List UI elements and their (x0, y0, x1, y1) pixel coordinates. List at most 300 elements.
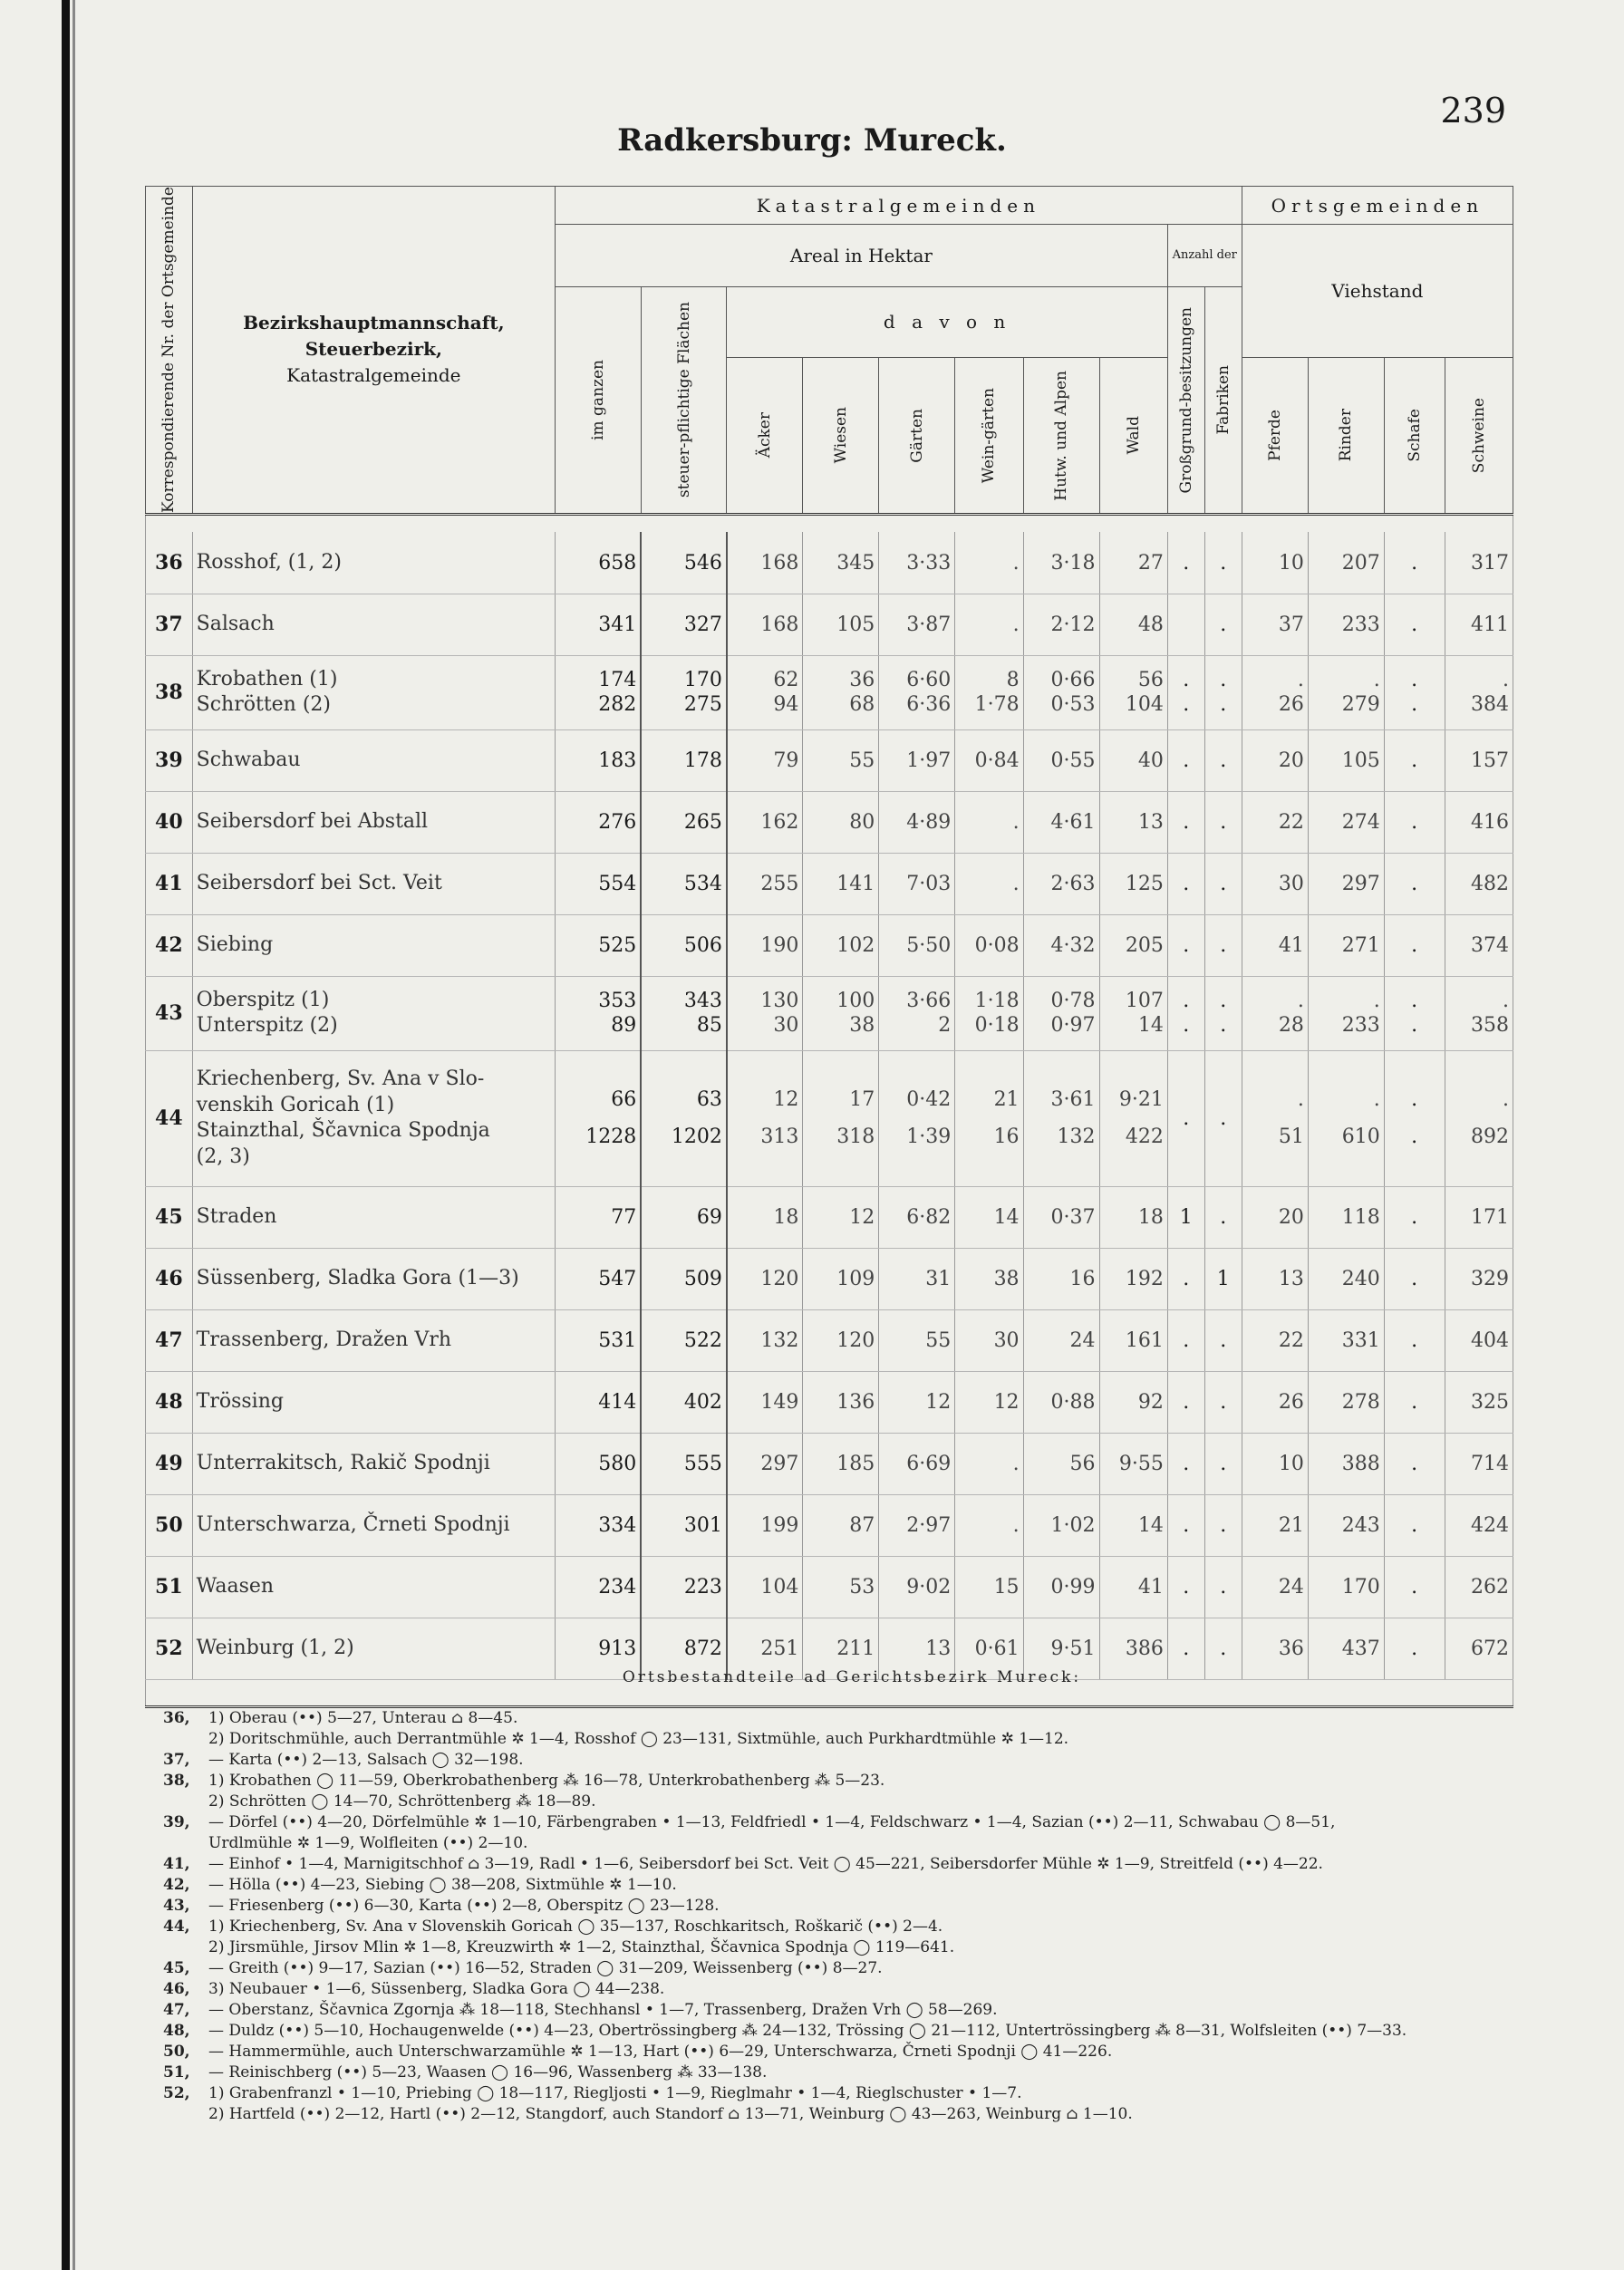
cell-total (556, 1248, 642, 1309)
name-line: Schwabau (196, 749, 301, 772)
cell-value: 279 (1341, 693, 1380, 717)
name-line: venskih Goricah (1) (196, 1093, 395, 1116)
cadastral-name (192, 791, 555, 853)
name-line: Unterrakitsch, Rakič Spodnji (196, 1452, 490, 1475)
cell-factories (1204, 594, 1242, 655)
footnote-text: — Oberstanz, Ščavnica Zgornja ⁂ 18—118, Stechhansl • 1—7, Trassenberg, Dražen Vrh ◯ 58—269. (208, 2001, 998, 2019)
cell-pastures (1023, 1248, 1099, 1309)
cell-value: 610 (1341, 1125, 1380, 1149)
header-name: Bezirkshauptmannschaft, Steuerbezirk, Katastralgemeinde (192, 187, 555, 515)
cell-gardens (879, 1248, 955, 1309)
name-line: Oberspitz (1) (196, 988, 330, 1011)
cell-value: 672 (1471, 1637, 1509, 1660)
cell-value: 325 (1471, 1390, 1509, 1414)
cell-value: 343 (683, 990, 722, 1013)
cell-value: 102 (836, 933, 875, 957)
table-row (146, 1050, 1513, 1186)
table-row (146, 655, 1513, 729)
cell-value: 24 (1278, 1575, 1304, 1599)
cell-cattle (1308, 594, 1384, 655)
cell-taxable (641, 1371, 727, 1433)
cell-taxable (641, 729, 727, 791)
cell-meadows (803, 1371, 879, 1433)
cell-value: 1·02 (1050, 1513, 1096, 1537)
cell-value: 22 (1278, 1328, 1304, 1352)
name-line: Salsach (196, 613, 275, 636)
cell-value: 374 (1471, 933, 1509, 957)
cell-horses (1242, 1050, 1308, 1186)
cell-vineyards (955, 532, 1023, 594)
header-livestock: Viehstand (1242, 225, 1513, 358)
cell-value: 265 (683, 810, 722, 834)
cell-pigs (1445, 853, 1513, 914)
cell-value: . (1220, 693, 1227, 717)
cell-value: 9·51 (1050, 1637, 1096, 1660)
cell-value: 2 (938, 1014, 952, 1038)
cell-value: 404 (1471, 1328, 1509, 1352)
cell-horses (1242, 914, 1308, 976)
cell-value: 6·36 (906, 693, 952, 717)
cell-value: 411 (1471, 613, 1509, 636)
cell-value: . (1411, 1014, 1418, 1038)
footnotes-title: Ortsbestandteile ad Gerichtsbezirk Mureck: (622, 1668, 1082, 1686)
row-number: 42 (146, 914, 193, 976)
cell-estates (1167, 914, 1204, 976)
cell-total (556, 1433, 642, 1494)
cell-fields (727, 914, 803, 976)
cell-sheep (1384, 1556, 1445, 1618)
cell-pastures (1023, 1186, 1099, 1248)
row-number: 47 (146, 1309, 193, 1371)
cell-gardens (879, 976, 955, 1050)
name-line: (2, 3) (196, 1145, 250, 1169)
header-col-taxable: steuer-pflichtige Flächen (641, 286, 727, 514)
footnote-line (163, 2104, 1541, 2125)
cell-value: 12 (993, 1390, 1020, 1414)
cell-value: 85 (696, 1014, 722, 1038)
cell-meadows (803, 729, 879, 791)
cell-value: 1·78 (974, 693, 1020, 717)
cell-value: 1 (1216, 1267, 1230, 1290)
cadastral-name (192, 655, 555, 729)
cell-pigs (1445, 1186, 1513, 1248)
cell-value: . (1373, 669, 1380, 692)
cell-cattle (1308, 655, 1384, 729)
cell-cattle (1308, 1433, 1384, 1494)
row-number: 41 (146, 853, 193, 914)
cell-value: 10 (1278, 551, 1304, 575)
cell-taxable (641, 1050, 727, 1186)
cell-value: 6·82 (906, 1205, 952, 1229)
table-row (146, 791, 1513, 853)
cell-value: 9·55 (1118, 1452, 1164, 1475)
cell-forest (1099, 853, 1167, 914)
cell-value: 384 (1471, 693, 1509, 717)
footnote-line (163, 1896, 1541, 1917)
cell-total (556, 532, 642, 594)
cell-value: 192 (1125, 1267, 1164, 1290)
cell-value: 24 (1069, 1328, 1096, 1352)
cell-vineyards (955, 1248, 1023, 1309)
cell-taxable (641, 655, 727, 729)
footnote-text: 1) Grabenfranzl • 1—10, Priebing ◯ 18—117, Riegljosti • 1—9, Rieglmahr • 1—4, Rieglschuster • 1—7. (208, 2084, 1022, 2102)
footnote-line (163, 1729, 1541, 1750)
row-number: 38 (146, 655, 193, 729)
table-row (146, 729, 1513, 791)
cell-fields (727, 532, 803, 594)
cell-factories (1204, 1309, 1242, 1371)
cell-value: . (1183, 1452, 1190, 1475)
cell-value: 20 (1278, 749, 1304, 772)
cell-taxable (641, 1494, 727, 1556)
cadastral-name (192, 1433, 555, 1494)
cell-value: . (1411, 669, 1418, 692)
cell-pigs (1445, 976, 1513, 1050)
cell-value: 0·08 (974, 933, 1020, 957)
cell-value: 3·18 (1050, 551, 1096, 575)
cell-cattle (1308, 976, 1384, 1050)
cell-total (556, 1556, 642, 1618)
cell-value: 0·18 (974, 1014, 1020, 1038)
cell-value: 14 (993, 1205, 1020, 1229)
cell-factories (1204, 1371, 1242, 1433)
cell-value: . (1297, 990, 1304, 1013)
cell-vineyards (955, 1556, 1023, 1618)
cell-value: 525 (598, 933, 637, 957)
cell-forest (1099, 1371, 1167, 1433)
footnote-line (163, 1833, 1541, 1854)
cell-pastures (1023, 594, 1099, 655)
cell-factories (1204, 1186, 1242, 1248)
cell-value: . (1183, 1328, 1190, 1352)
cell-fields (727, 1371, 803, 1433)
cell-value: 157 (1471, 749, 1509, 772)
cell-fields (727, 1556, 803, 1618)
cell-meadows (803, 1309, 879, 1371)
cadastral-name (192, 1309, 555, 1371)
cell-value: 223 (683, 1575, 722, 1599)
cell-value: 234 (598, 1575, 637, 1599)
cell-fields (727, 1494, 803, 1556)
cell-total (556, 976, 642, 1050)
cell-horses (1242, 853, 1308, 914)
cell-value: 2·97 (906, 1513, 952, 1537)
cell-value: 21 (1278, 1513, 1304, 1537)
cadastral-name (192, 1248, 555, 1309)
cell-value: 51 (1278, 1125, 1304, 1149)
cell-total (556, 655, 642, 729)
cell-value: 28 (1278, 1014, 1304, 1038)
header-col-cattle: Rinder (1308, 357, 1384, 514)
cell-value: 9·02 (906, 1575, 952, 1599)
footnote-number: 38, (163, 1772, 190, 1790)
cell-forest (1099, 594, 1167, 655)
cell-estates (1167, 1433, 1204, 1494)
cell-value: 18 (773, 1205, 799, 1229)
cell-value: 68 (849, 693, 875, 717)
cell-value: 94 (773, 693, 799, 717)
cell-value: 36 (849, 669, 875, 692)
cell-pigs (1445, 1309, 1513, 1371)
cell-fields (727, 1433, 803, 1494)
footnote-text: — Hammermühle, auch Unterschwarzamühle ✲ 1—13, Hart (••) 6—29, Unterschwarza, Črneti Spodnji ◯ 41—226. (208, 2043, 1113, 2061)
cell-meadows (803, 1186, 879, 1248)
cadastral-name (192, 1556, 555, 1618)
table-row (146, 1494, 1513, 1556)
cell-value: 0·37 (1050, 1205, 1096, 1229)
cell-value: 26 (1278, 693, 1304, 717)
cell-forest (1099, 976, 1167, 1050)
cell-value: 546 (683, 551, 722, 575)
cell-pastures (1023, 853, 1099, 914)
cell-value: 15 (993, 1575, 1020, 1599)
cell-vineyards (955, 1050, 1023, 1186)
footnote-line (163, 1937, 1541, 1958)
cell-value: 262 (1471, 1575, 1509, 1599)
name-line: Weinburg (1, 2) (196, 1637, 354, 1660)
cell-value: 422 (1125, 1125, 1164, 1149)
cell-value: 190 (760, 933, 799, 957)
cell-value: . (1411, 1575, 1418, 1599)
cell-fields (727, 1248, 803, 1309)
cell-value: . (1503, 669, 1509, 692)
footnote-number: 45, (163, 1959, 190, 1977)
cell-value: 3·33 (906, 551, 952, 575)
cell-horses (1242, 1248, 1308, 1309)
footnote-line (163, 1812, 1541, 1833)
cell-gardens (879, 791, 955, 853)
cell-forest (1099, 655, 1167, 729)
cell-sheep (1384, 853, 1445, 914)
cell-value: 37 (1278, 613, 1304, 636)
cell-value: . (1411, 1205, 1418, 1229)
cell-value: 79 (773, 749, 799, 772)
cell-value: 9·21 (1118, 1088, 1164, 1112)
footnote-number: 36, (163, 1709, 190, 1727)
cadastral-name (192, 1186, 555, 1248)
cell-vineyards (955, 853, 1023, 914)
name-line: Straden (196, 1205, 277, 1229)
cadastral-name (192, 594, 555, 655)
cell-value: 522 (683, 1328, 722, 1352)
cell-value: 341 (598, 613, 637, 636)
cell-value: . (1411, 1513, 1418, 1537)
table-row (146, 853, 1513, 914)
cell-value: 388 (1341, 1452, 1380, 1475)
cell-value: 313 (760, 1125, 799, 1149)
cell-vineyards (955, 655, 1023, 729)
footnote-text: — Hölla (••) 4—23, Siebing ◯ 38—208, Sixtmühle ✲ 1—10. (208, 1876, 677, 1894)
header-col-estates: Großgrund-besitzungen (1167, 286, 1204, 514)
cell-value: 105 (836, 613, 875, 636)
cell-estates (1167, 1309, 1204, 1371)
cell-forest (1099, 1248, 1167, 1309)
table-row (146, 1433, 1513, 1494)
cell-value: 913 (598, 1637, 637, 1660)
cell-factories (1204, 976, 1242, 1050)
cell-value: 12 (849, 1205, 875, 1229)
header-col-horses: Pferde (1242, 357, 1308, 514)
cell-forest (1099, 1494, 1167, 1556)
cell-factories (1204, 914, 1242, 976)
cell-value: . (1411, 613, 1418, 636)
cell-pigs (1445, 729, 1513, 791)
cell-sheep (1384, 1186, 1445, 1248)
cell-value: 89 (611, 1014, 637, 1038)
cell-value: 36 (1278, 1637, 1304, 1660)
cell-value: . (1183, 933, 1190, 957)
cell-value: 205 (1125, 933, 1164, 957)
page-number: 239 (1440, 91, 1506, 130)
cell-gardens (879, 729, 955, 791)
header-col-gardens: Gärten (879, 357, 955, 514)
cell-pigs (1445, 1433, 1513, 1494)
cell-value: . (1220, 749, 1227, 772)
row-number: 45 (146, 1186, 193, 1248)
page-title: Radkersburg: Mureck. (617, 122, 1007, 159)
cell-forest (1099, 1186, 1167, 1248)
cell-value: 8 (1006, 669, 1020, 692)
cell-value: . (1411, 1267, 1418, 1290)
cell-fields (727, 729, 803, 791)
cell-value: 6·69 (906, 1452, 952, 1475)
cell-value: 714 (1471, 1452, 1509, 1475)
cell-horses (1242, 729, 1308, 791)
cell-value: . (1012, 810, 1020, 834)
cell-pastures (1023, 1309, 1099, 1371)
cell-value: . (1012, 872, 1020, 895)
cell-fields (727, 853, 803, 914)
footnote-line (163, 1771, 1541, 1792)
cell-value: 534 (683, 872, 722, 895)
cell-total (556, 1050, 642, 1186)
cell-value: 10 (1278, 1452, 1304, 1475)
cell-horses (1242, 1556, 1308, 1618)
cell-value: . (1220, 872, 1227, 895)
cell-value: 297 (1341, 872, 1380, 895)
cell-value: . (1220, 810, 1227, 834)
cell-total (556, 791, 642, 853)
cell-pastures (1023, 532, 1099, 594)
cell-value: . (1220, 1106, 1227, 1130)
cell-value: 416 (1471, 810, 1509, 834)
cell-horses (1242, 1371, 1308, 1433)
binding-edge-shadow (72, 0, 75, 2270)
cell-meadows (803, 1050, 879, 1186)
cell-vineyards (955, 1371, 1023, 1433)
row-number: 37 (146, 594, 193, 655)
cell-sheep (1384, 1433, 1445, 1494)
cell-cattle (1308, 853, 1384, 914)
header-cadastral-group: Katastralgemeinden (556, 187, 1242, 225)
cell-cattle (1308, 791, 1384, 853)
cell-value: . (1373, 1088, 1380, 1112)
cell-value: 278 (1341, 1390, 1380, 1414)
footnote-number: 39, (163, 1813, 190, 1831)
cadastral-name (192, 1050, 555, 1186)
cell-value: 297 (760, 1452, 799, 1475)
cell-value: 0·66 (1050, 669, 1096, 692)
cell-value: 424 (1471, 1513, 1509, 1537)
footnote-text: 2) Hartfeld (••) 2—12, Hartl (••) 2—12, Stangdorf, auch Standorf ⌂ 13—71, Weinburg ◯ 43—263, Weinburg ⌂ 1—10. (208, 2105, 1133, 2123)
cell-value: 482 (1471, 872, 1509, 895)
cell-value: . (1220, 990, 1227, 1013)
cell-value: 345 (836, 551, 875, 575)
cell-estates (1167, 594, 1204, 655)
footnote-line (163, 1958, 1541, 1979)
cell-taxable (641, 976, 727, 1050)
cell-value: . (1220, 1328, 1227, 1352)
cell-cattle (1308, 1371, 1384, 1433)
cell-horses (1242, 1433, 1308, 1494)
cell-gardens (879, 1556, 955, 1618)
table-row (146, 1186, 1513, 1248)
cell-value: . (1183, 551, 1190, 575)
cell-value: 38 (849, 1014, 875, 1038)
cell-sheep (1384, 1371, 1445, 1433)
row-number: 52 (146, 1618, 193, 1679)
cadastral-name (192, 914, 555, 976)
name-line: Krobathen (1) (196, 667, 338, 691)
cell-pigs (1445, 914, 1513, 976)
cell-value: 120 (836, 1328, 875, 1352)
cell-value: 38 (993, 1267, 1020, 1290)
cell-value: 171 (1471, 1205, 1509, 1229)
cell-vineyards (955, 1494, 1023, 1556)
cell-taxable (641, 1433, 727, 1494)
cell-value: 555 (683, 1452, 722, 1475)
cell-factories (1204, 1248, 1242, 1309)
cell-factories (1204, 853, 1242, 914)
row-number: 44 (146, 1050, 193, 1186)
cell-value: 104 (760, 1575, 799, 1599)
cell-value: . (1411, 933, 1418, 957)
table-row (146, 976, 1513, 1050)
cell-value: 30 (773, 1014, 799, 1038)
cell-vineyards (955, 1186, 1023, 1248)
cell-value: 22 (1278, 810, 1304, 834)
cell-estates (1167, 532, 1204, 594)
name-line: Süssenberg, Sladka Gora (1—3) (196, 1267, 519, 1290)
cell-value: . (1411, 1390, 1418, 1414)
footnote-line (163, 2083, 1541, 2104)
footnote-text: 1) Oberau (••) 5—27, Unterau ⌂ 8—45. (208, 1709, 518, 1727)
cell-value: 20 (1278, 1205, 1304, 1229)
cell-value: 105 (1341, 749, 1380, 772)
name-line: Stainzthal, Ščavnica Spodnja (196, 1119, 490, 1143)
cell-value: 240 (1341, 1267, 1380, 1290)
cell-value: . (1220, 1205, 1227, 1229)
row-number: 40 (146, 791, 193, 853)
name-line: Seibersdorf bei Abstall (196, 810, 429, 834)
cell-value: 509 (683, 1267, 722, 1290)
cell-taxable (641, 1556, 727, 1618)
cell-vineyards (955, 914, 1023, 976)
footnote-text: 3) Neubauer • 1—6, Süssenberg, Sladka Gora ◯ 44—238. (208, 1980, 665, 1998)
cell-value: 27 (1137, 551, 1164, 575)
cell-value: . (1411, 990, 1418, 1013)
cell-value: 13 (1278, 1267, 1304, 1290)
cell-value: . (1183, 749, 1190, 772)
cell-value: 580 (598, 1452, 637, 1475)
cell-vineyards (955, 1433, 1023, 1494)
cell-value: . (1183, 1513, 1190, 1537)
cell-value: 437 (1341, 1637, 1380, 1660)
cell-pastures (1023, 655, 1099, 729)
cell-value: 30 (993, 1328, 1020, 1352)
cell-value: 0·78 (1050, 990, 1096, 1013)
cell-value: 353 (598, 990, 637, 1013)
